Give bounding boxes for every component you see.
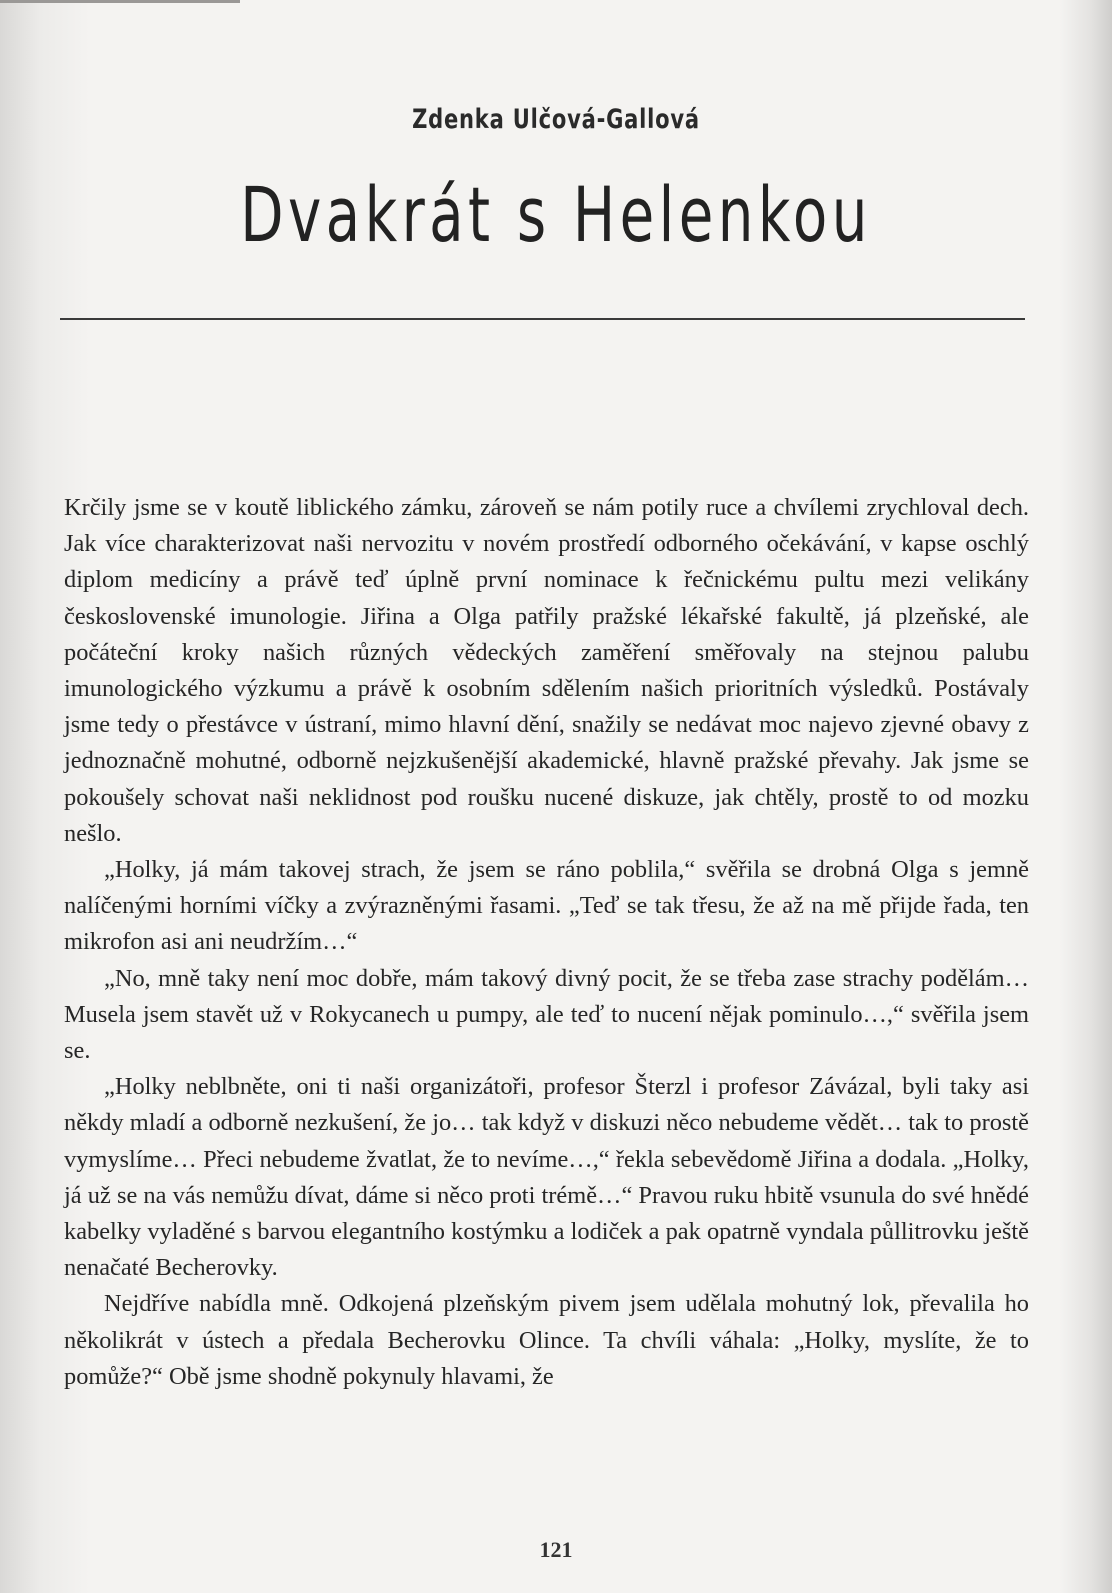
chapter-author: Zdenka Ulčová-Gallová — [412, 104, 700, 135]
paragraph: „No, mně taky není moc dobře, mám takový divný pocit, že se třeba zase strachy podělám… Musela jsem stavět už v Rokycanech u pumpy, ale teď to nucení nějak pominulo…,“ svěřila jsem se. — [64, 964, 1029, 1065]
page-edge-shadow — [0, 0, 240, 3]
paragraph: Nejdříve nabídla mně. Odkojená plzeňským pivem jsem udělala mohutný lok, převalila ho několikrát v ústech a předala Becherovku Olince. Ta chvíli váhala: „Holky, myslíte, že to pomůže?“ Obě jsme shodně pokynuly hlavami, že — [64, 1290, 1029, 1390]
chapter-title: Dvakrát s Helenkou — [240, 170, 872, 259]
paragraph: Krčily jsme se v koutě liblického zámku, zároveň se nám potily ruce a chvílemi zrychloval dech. Jak více charakterizovat naši nervozitu v novém prostředí odborného očekávání, v kapse oschlý diplom medicíny a právě teď úplně první nominace k řečnickému pultu mezi velikány československé imunologie. Jiřina a Olga patřily pražské lékařské fakultě, já plzeňské, ale počáteční kroky našich různých vědeckých zaměření směřovaly na stejnou palubu imunologického výzkumu a právě k osobním sdělením našich prioritních výsledků. Postávaly jsme tedy o přestávce v ústraní, mimo hlavní dění, snažily se nedávat moc najevo zjevné obavy z jednoznačně mohutné, odborně nejzkušenější akademické, hlavně pražské převahy. Jak jsme se pokoušely schovat naši neklidnost pod roušku nucené diskuze, jak chtěly, prostě to od mozku nešlo. — [64, 494, 1029, 847]
chapter-body — [64, 490, 1029, 1395]
paragraph: „Holky neblbněte, oni ti naši organizátoři, profesor Šterzl i profesor Závázal, byli taky asi někdy mladí a odborně nezkušení, že jo… tak když v diskuzi něco nebudeme vědět… tak to prostě vymyslíme… Přeci nebudeme žvatlat, že to nevíme…,“ řekla sebevědomě Jiřina a dodala. „Holky, já už se na vás nemůžu dívat, dáme si něco proti trémě…“ Pravou ruku hbitě vsunula do své hnědé kabelky vyladěné s barvou elegantního kostýmku a lodiček a pak opatrně vyndala půllitrovku ještě nenačaté Becherovky. — [64, 1073, 1029, 1282]
page-number: 121 — [539, 1537, 573, 1562]
title-divider — [60, 318, 1025, 320]
paragraph: „Holky, já mám takovej strach, že jsem se ráno poblila,“ svěřila se drobná Olga s jemně nalíčenými horními víčky a zvýrazněnými řasami. „Teď se tak třesu, že až na mě přijde řada, ten mikrofon asi ani neudržím…“ — [64, 856, 1029, 956]
